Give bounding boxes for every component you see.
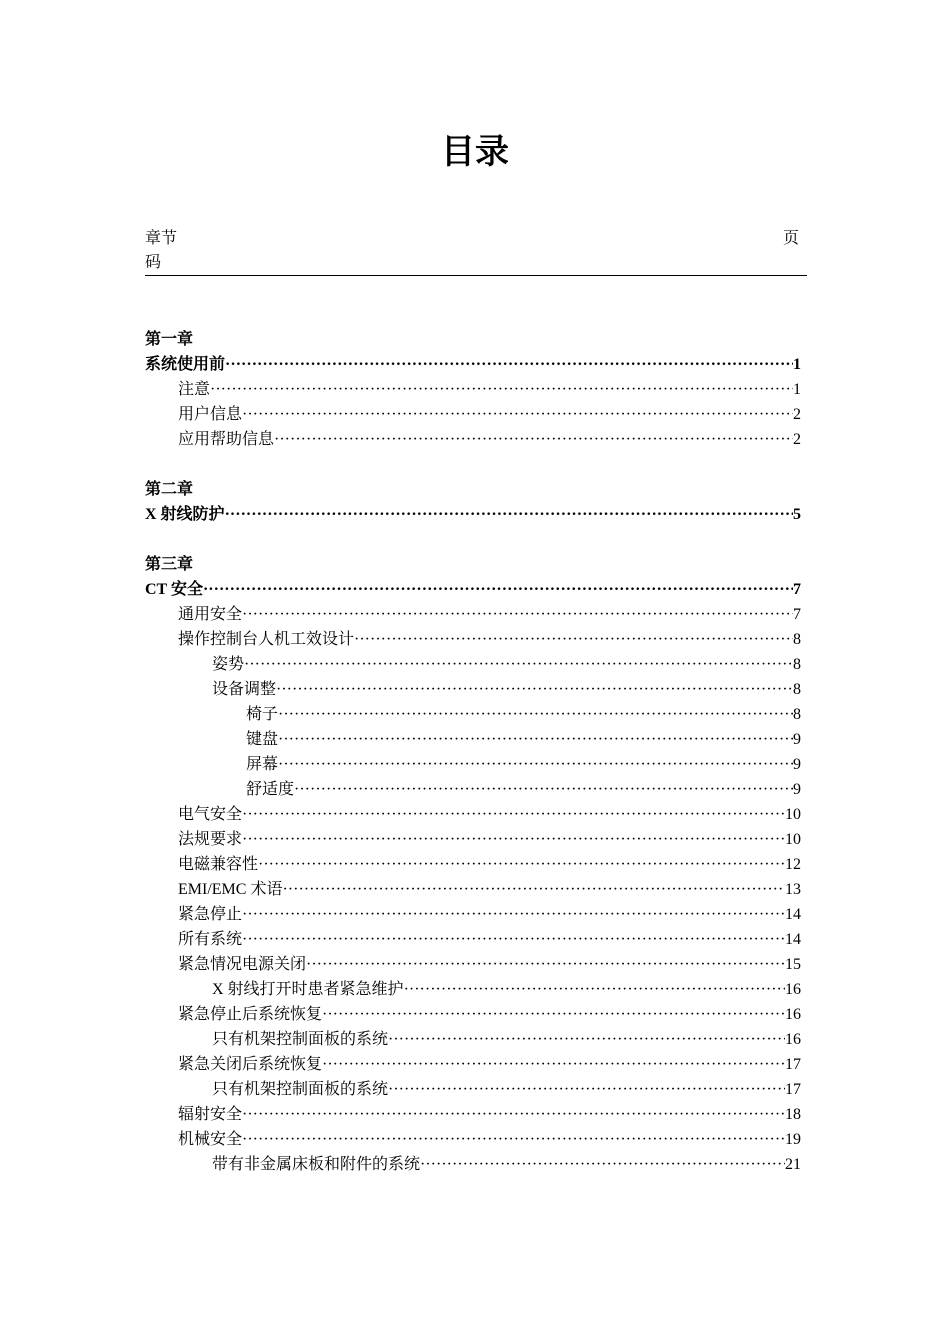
toc-entry-page: 7 [793, 606, 801, 623]
toc-entry-title: 紧急关闭后系统恢复 [178, 1056, 323, 1073]
header-page-label: 页 [782, 230, 799, 247]
dot-leader [242, 927, 785, 952]
toc-entry-title: 舒适度 [246, 781, 295, 798]
dot-leader [388, 1027, 785, 1052]
toc-entry-title: X 射线防护 [145, 506, 225, 523]
toc-entry-title: CT 安全 [145, 581, 203, 598]
toc-entry[interactable] [145, 952, 801, 977]
chapter-label: 第一章 [145, 331, 194, 348]
page-title: 目录 [441, 132, 509, 172]
toc-entry-title: 姿势 [212, 656, 245, 673]
chapter-label: 第三章 [145, 556, 194, 573]
toc-entry[interactable] [145, 1077, 801, 1102]
toc-entry[interactable] [145, 752, 801, 777]
toc-entry-title: X 射线打开时患者紧急维护 [212, 981, 404, 998]
dot-leader [242, 902, 785, 927]
toc-entry[interactable] [145, 677, 801, 702]
dot-leader [420, 1152, 785, 1177]
dot-leader [203, 577, 793, 602]
toc-entry[interactable] [145, 502, 801, 527]
table-of-contents [145, 327, 801, 1177]
dot-leader [278, 727, 793, 752]
toc-entry[interactable] [145, 927, 801, 952]
chapter-heading [145, 552, 801, 577]
dot-leader [388, 1077, 785, 1102]
toc-entry[interactable] [145, 577, 801, 602]
toc-entry-page: 8 [793, 631, 801, 648]
toc-entry-page: 5 [793, 506, 801, 523]
toc-entry[interactable] [145, 402, 801, 427]
toc-entry-title: 椅子 [246, 706, 279, 723]
toc-entry-title: 电磁兼容性 [178, 856, 259, 873]
toc-entry-title: 屏幕 [246, 756, 279, 773]
toc-entry[interactable] [145, 852, 801, 877]
toc-entry[interactable] [145, 1127, 801, 1152]
toc-entry-title: 通用安全 [178, 606, 243, 623]
dot-leader [322, 1052, 785, 1077]
toc-entry-page: 14 [785, 931, 801, 948]
toc-entry[interactable] [145, 1152, 801, 1177]
toc-entry-title: 注意 [178, 381, 211, 398]
toc-entry-title: 应用帮助信息 [178, 431, 275, 448]
toc-entry-title: 设备调整 [212, 681, 277, 698]
toc-entry-page: 8 [793, 656, 801, 673]
toc-entry-page: 9 [793, 731, 801, 748]
chapter-heading [145, 477, 801, 502]
toc-entry[interactable] [145, 627, 801, 652]
toc-entry-page: 21 [785, 1156, 801, 1173]
toc-entry-page: 9 [793, 756, 801, 773]
toc-entry[interactable] [145, 1027, 801, 1052]
dot-leader [242, 1102, 785, 1127]
toc-entry-page: 10 [785, 806, 801, 823]
dot-leader [225, 502, 793, 527]
dot-leader [294, 777, 793, 802]
toc-entry-page: 15 [785, 956, 801, 973]
toc-entry[interactable] [145, 1052, 801, 1077]
toc-entry[interactable] [145, 352, 801, 377]
toc-entry-page: 16 [785, 1031, 801, 1048]
toc-entry[interactable] [145, 1002, 801, 1027]
dot-leader [258, 852, 785, 877]
dot-leader [354, 627, 793, 652]
chapter-label: 第二章 [145, 481, 194, 498]
toc-entry-title: 系统使用前 [145, 356, 226, 373]
toc-entry-page: 10 [785, 831, 801, 848]
dot-leader [276, 677, 793, 702]
dot-leader [278, 702, 793, 727]
toc-entry-page: 16 [785, 981, 801, 998]
toc-entry-title: 键盘 [246, 731, 279, 748]
toc-entry-title: EMI/EMC 术语 [178, 881, 283, 898]
toc-entry-page: 17 [785, 1081, 801, 1098]
toc-entry-page: 13 [785, 881, 801, 898]
dot-leader [225, 352, 793, 377]
toc-entry-page: 12 [785, 856, 801, 873]
toc-entry-page: 2 [793, 406, 801, 423]
toc-entry-page: 8 [793, 681, 801, 698]
toc-header [145, 227, 807, 276]
dot-leader [242, 1127, 785, 1152]
toc-entry-title: 带有非金属床板和附件的系统 [212, 1156, 421, 1173]
dot-leader [210, 377, 793, 402]
dot-leader [282, 877, 785, 902]
chapter-heading [145, 327, 801, 352]
toc-entry-title: 紧急情况电源关闭 [178, 956, 307, 973]
dot-leader [242, 827, 785, 852]
toc-entry-page: 8 [793, 706, 801, 723]
toc-entry[interactable] [145, 602, 801, 627]
toc-entry-page: 1 [793, 356, 801, 373]
toc-entry-page: 18 [785, 1106, 801, 1123]
toc-entry[interactable] [145, 877, 801, 902]
toc-entry-title: 紧急停止后系统恢复 [178, 1006, 323, 1023]
toc-entry[interactable] [145, 1102, 801, 1127]
toc-entry[interactable] [145, 977, 801, 1002]
toc-entry-title: 机械安全 [178, 1131, 243, 1148]
toc-entry-title: 只有机架控制面板的系统 [212, 1081, 389, 1098]
toc-entry-page: 9 [793, 781, 801, 798]
toc-entry-page: 7 [793, 581, 801, 598]
toc-entry[interactable] [145, 377, 801, 402]
toc-entry-page: 19 [785, 1131, 801, 1148]
dot-leader [278, 752, 793, 777]
toc-entry[interactable] [145, 727, 801, 752]
toc-entry[interactable] [145, 827, 801, 852]
toc-entry[interactable] [145, 427, 801, 452]
toc-entry-page: 17 [785, 1056, 801, 1073]
toc-entry-page: 16 [785, 1006, 801, 1023]
toc-entry-page: 14 [785, 906, 801, 923]
dot-leader [242, 802, 785, 827]
toc-entry-title: 法规要求 [178, 831, 243, 848]
dot-leader [274, 427, 793, 452]
dot-leader [404, 977, 785, 1002]
toc-entry-title: 只有机架控制面板的系统 [212, 1031, 389, 1048]
toc-entry-title: 电气安全 [178, 806, 243, 823]
dot-leader [242, 602, 793, 627]
dot-leader [306, 952, 785, 977]
toc-entry-title: 操作控制台人机工效设计 [178, 631, 355, 648]
toc-entry-title: 用户信息 [178, 406, 243, 423]
dot-leader [322, 1002, 785, 1027]
dot-leader [244, 652, 793, 677]
toc-entry-title: 所有系统 [178, 931, 243, 948]
header-chapter-label: 章节码 [145, 230, 178, 271]
toc-entry[interactable] [145, 777, 801, 802]
toc-entry-title: 辐射安全 [178, 1106, 243, 1123]
toc-entry[interactable] [145, 902, 801, 927]
toc-entry-page: 1 [793, 381, 801, 398]
toc-entry-title: 紧急停止 [178, 906, 243, 923]
toc-entry[interactable] [145, 702, 801, 727]
toc-entry[interactable] [145, 802, 801, 827]
dot-leader [242, 402, 793, 427]
toc-entry-page: 2 [793, 431, 801, 448]
toc-entry[interactable] [145, 652, 801, 677]
